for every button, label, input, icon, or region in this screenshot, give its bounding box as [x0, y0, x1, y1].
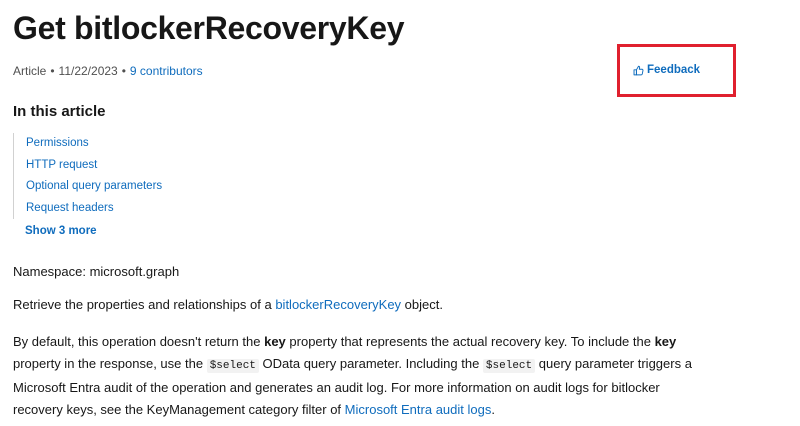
article-metadata: [13, 64, 203, 78]
default-behavior-paragraph: [13, 331, 692, 421]
toc-item: [13, 155, 313, 177]
paragraph-line: Microsoft Entra audit of the operation and generates an audit log. For more information on audit logs for bitlocker: [13, 380, 660, 396]
show-more-button[interactable]: Show 3 more: [25, 225, 97, 237]
entra-audit-logs-link[interactable]: Microsoft Entra audit logs: [344, 402, 492, 418]
select-code: $select: [207, 359, 259, 373]
article-type: Article: [13, 64, 47, 78]
feedback-button[interactable]: [633, 64, 700, 76]
text-run: By default, this operation doesn't return the: [13, 334, 265, 349]
article-date: 11/22/2023: [58, 64, 118, 78]
paragraph-line: [13, 331, 692, 353]
toc-link-http-request[interactable]: HTTP request: [26, 158, 98, 171]
toc-heading: In this article: [13, 103, 106, 120]
text-run: query parameter triggers a: [535, 355, 692, 371]
contributors-link[interactable]: 9 contributors: [129, 64, 203, 78]
namespace-text: Namespace: microsoft.graph: [13, 264, 180, 279]
paragraph-line: [13, 399, 692, 421]
key-keyword: key: [654, 334, 677, 349]
text-run: recovery keys, see the KeyManagement category filter of: [13, 402, 345, 418]
text-run: property in the response, use the: [13, 355, 207, 371]
toc-link-permissions[interactable]: Permissions: [26, 137, 89, 149]
toc-item: [13, 133, 313, 155]
meta-separator: •: [50, 64, 55, 78]
table-of-contents: [13, 133, 313, 219]
toc-link-request-headers[interactable]: Request headers: [26, 201, 114, 214]
description-prefix: Retrieve the properties and relationships of a: [13, 297, 276, 312]
thumbs-up-icon: [633, 65, 644, 76]
key-keyword: key: [264, 334, 286, 349]
toc-item: [13, 198, 313, 220]
page-title: Get bitlockerRecoveryKey: [13, 10, 405, 46]
text-run: OData query parameter. Including the: [258, 355, 483, 371]
toc-item: [13, 176, 313, 198]
paragraph-line: [13, 353, 692, 378]
select-code: $select: [483, 359, 535, 373]
text-run: .: [491, 402, 495, 418]
feedback-label: Feedback: [647, 64, 701, 76]
text-run: property that represents the actual recovery key. To include the: [285, 334, 655, 349]
description-paragraph: [13, 297, 443, 312]
toc-link-optional-query-parameters[interactable]: Optional query parameters: [26, 180, 163, 192]
description-suffix: object.: [401, 297, 443, 312]
meta-separator: •: [121, 64, 126, 78]
bitlocker-recovery-key-link[interactable]: bitlockerRecoveryKey: [275, 297, 402, 312]
